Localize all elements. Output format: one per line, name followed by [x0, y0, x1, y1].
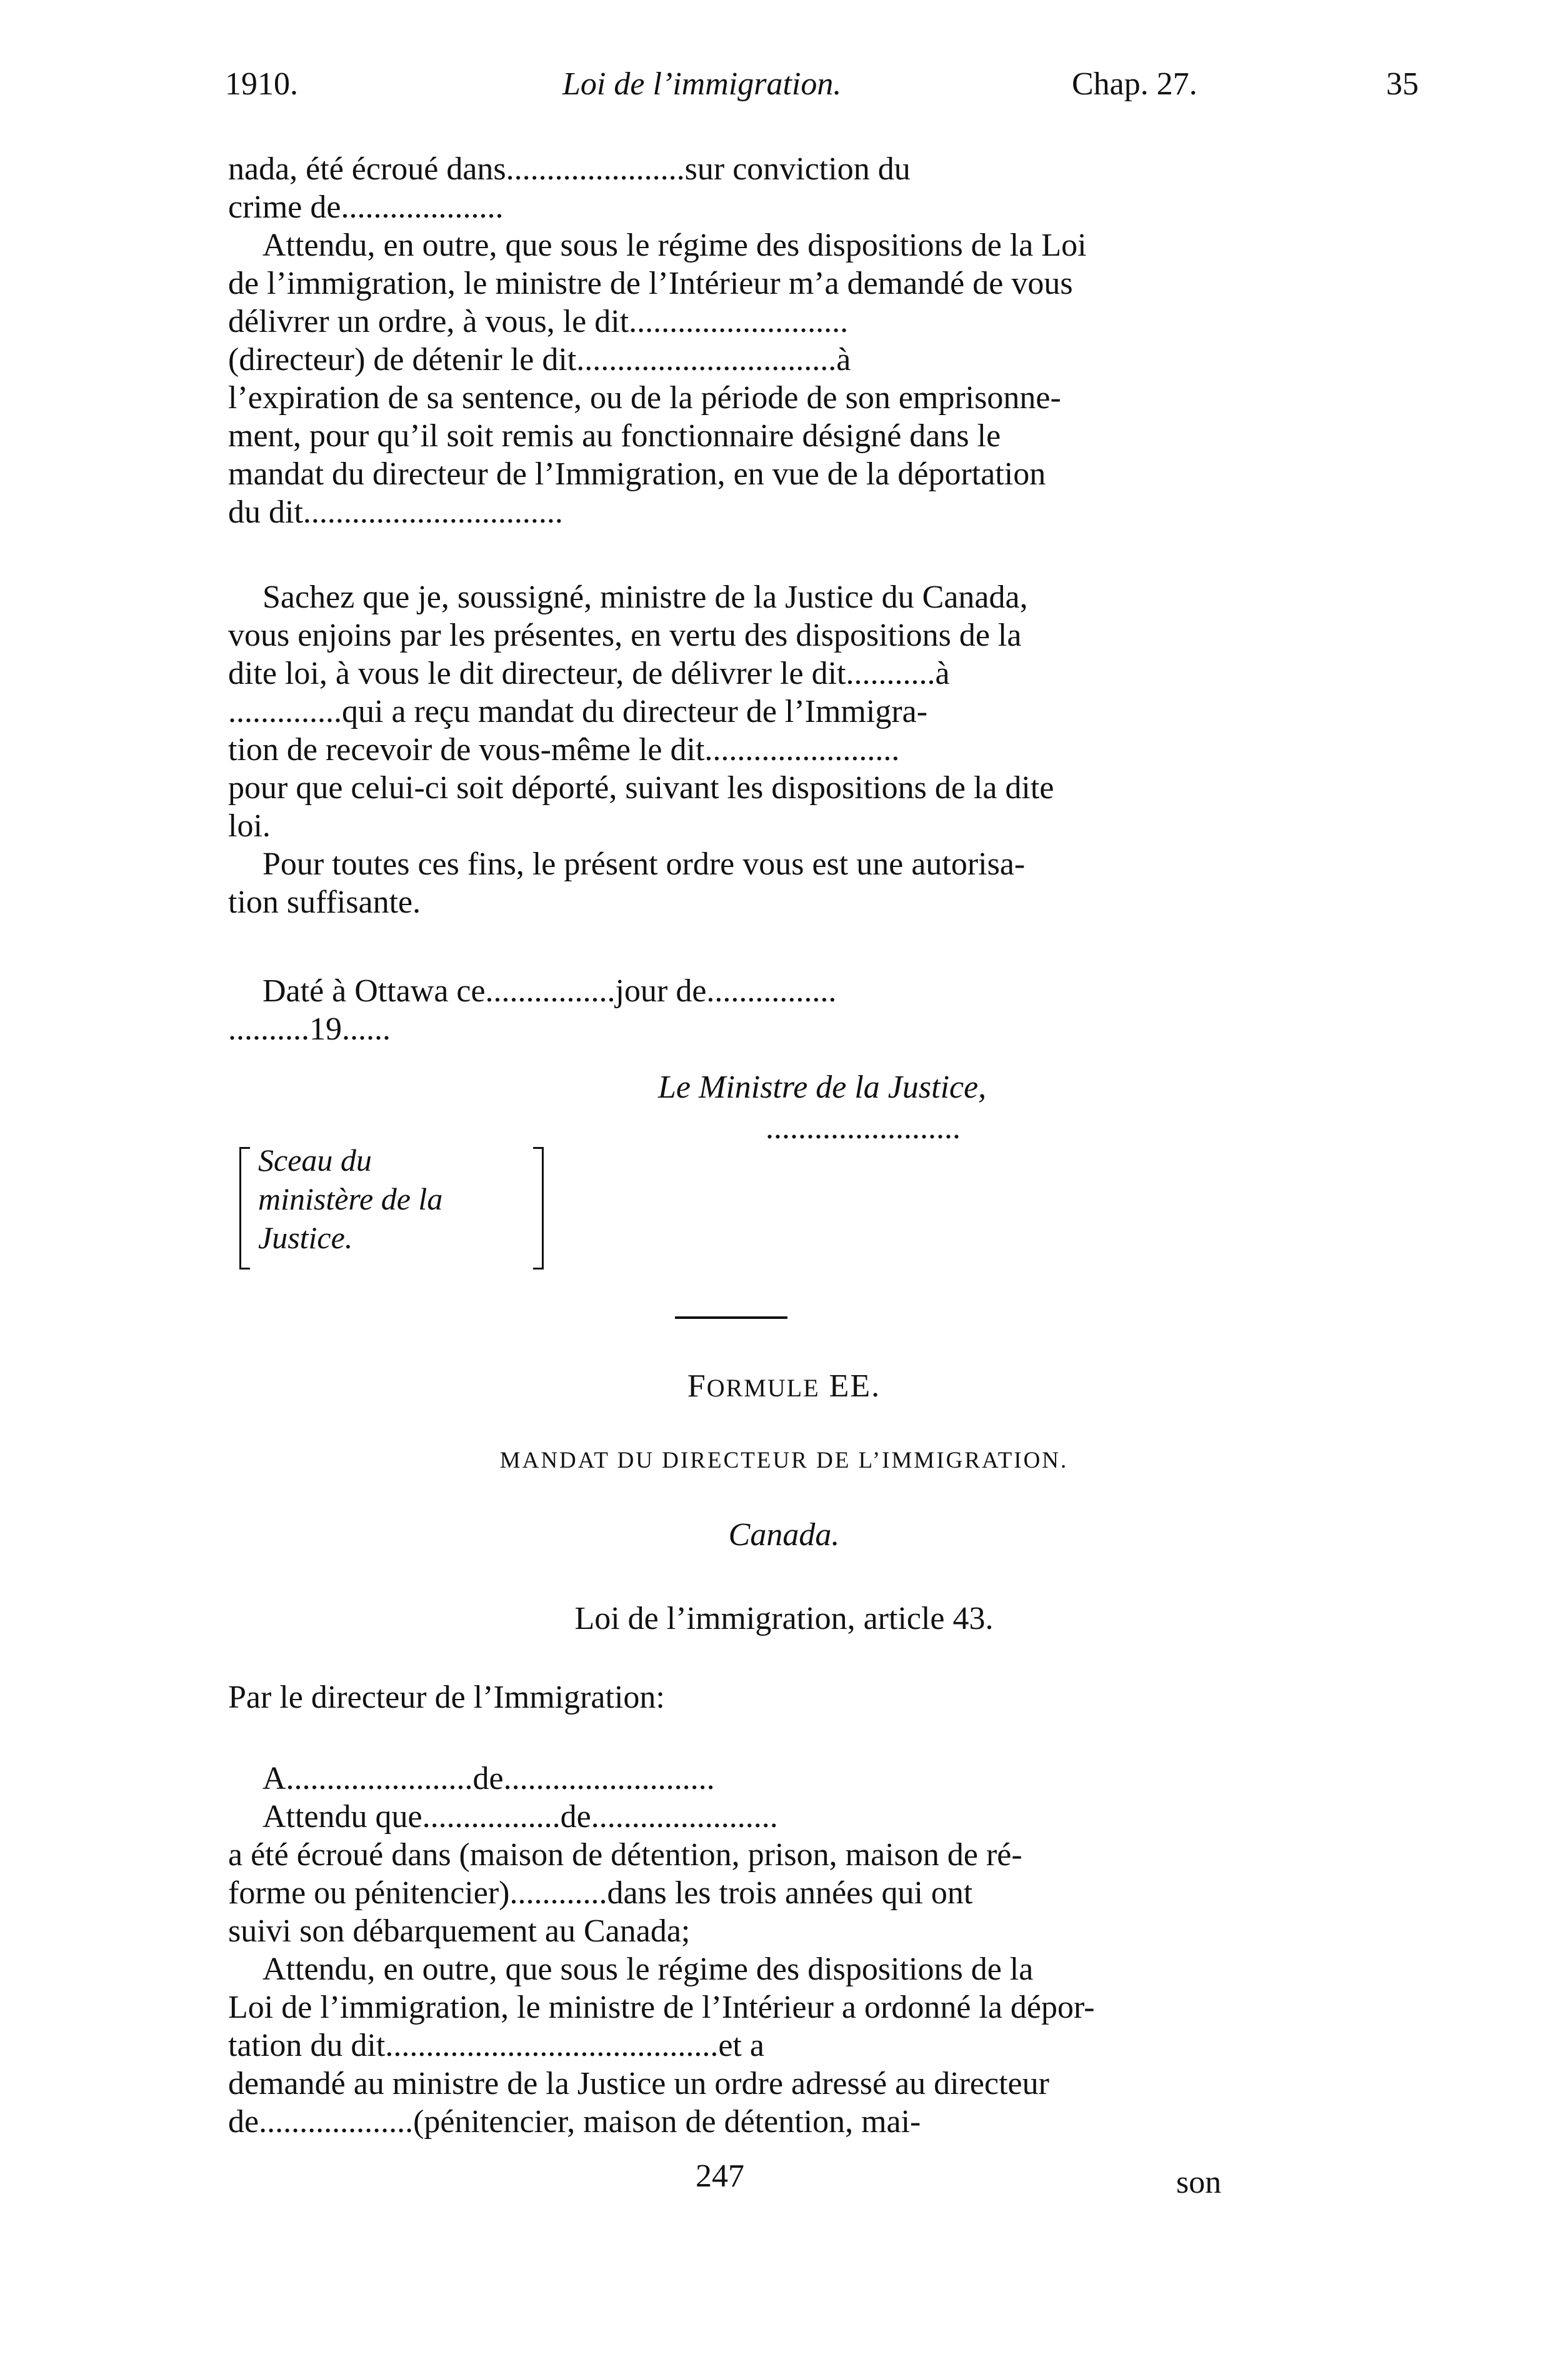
form-act-reference: Loi de l’immigration, article 43. — [574, 1601, 994, 1636]
text-line: Attendu, en outre, que sous le régime des dispositions de la — [262, 1951, 1034, 1987]
text-line: (directeur) de détenir le dit................................à — [228, 342, 851, 378]
text-line: tion de recevoir de vous-même le dit........................ — [228, 732, 900, 768]
text-line: Daté à Ottawa ce................jour de................ — [262, 973, 837, 1009]
header-year: 1910. — [225, 66, 298, 102]
form-heading-initial: F — [687, 1368, 707, 1404]
form-subheading: MANDAT DU DIRECTEUR DE L’IMMIGRATION. — [499, 1448, 1069, 1473]
left-brace — [239, 1147, 250, 1270]
signature-title: Le Ministre de la Justice, — [658, 1069, 987, 1105]
bottom-paragraph-block — [228, 1760, 1234, 2141]
header-page-number: 35 — [1386, 66, 1419, 102]
running-header — [225, 66, 1419, 116]
header-chapter: Chap. 27. — [1072, 66, 1197, 102]
right-brace — [533, 1147, 544, 1270]
text-line: demandé au ministre de la Justice un ordre adressé au directeur — [228, 2066, 1049, 2101]
text-line: l’expiration de sa sentence, ou de la période de son emprisonne- — [228, 380, 1061, 416]
seal-line: Sceau du — [258, 1143, 372, 1178]
section-divider — [675, 1316, 787, 1319]
footer-catchword: son — [1176, 2165, 1222, 2200]
seal-note — [239, 1141, 546, 1266]
text-line: du dit................................ — [228, 494, 563, 530]
text-line: Attendu, en outre, que sous le régime des dispositions de la Loi — [262, 228, 1087, 263]
text-line: loi. — [228, 808, 271, 844]
text-line: Loi de l’immigration, le ministre de l’Intérieur a ordonné la dépor- — [228, 1990, 1095, 2025]
text-line: ..............qui a reçu mandat du directeur de l’Immigra- — [228, 694, 928, 729]
text-line: délivrer un ordre, à vous, le dit........................... — [228, 304, 849, 339]
text-line: forme ou pénitencier)............dans les trois années qui ont — [228, 1875, 973, 1911]
middle-paragraph-block — [228, 578, 1234, 921]
text-line: ..........19...... — [228, 1011, 391, 1047]
text-line: tation du dit.........................................et a — [228, 2028, 764, 2063]
footer-page-number: 247 — [696, 2158, 744, 2194]
form-heading-word: ORMULE — [706, 1374, 820, 1402]
text-line: ment, pour qu’il soit remis au fonctionnaire désigné dans le — [228, 418, 1001, 454]
text-line: suivi son débarquement au Canada; — [228, 1913, 691, 1949]
text-line: mandat du directeur de l’Immigration, en vue de la déportation — [228, 456, 1046, 492]
text-line: vous enjoins par les présentes, en vertu des dispositions de la — [228, 618, 1022, 653]
text-line: nada, été écroué dans......................sur conviction du — [228, 151, 911, 187]
text-line: de l’immigration, le ministre de l’Intérieur m’a demandé de vous — [228, 266, 1073, 301]
text-line: Sachez que je, soussigné, ministre de la Justice du Canada, — [262, 579, 1028, 615]
form-heading-code: EE. — [829, 1368, 881, 1404]
form-country: Canada. — [728, 1517, 840, 1553]
date-block — [228, 972, 1234, 1048]
text-line: pour que celui-ci soit déporté, suivant les dispositions de la dite — [228, 770, 1054, 806]
text-line: de...................(pénitencier, maison de détention, mai- — [228, 2104, 921, 2140]
text-line: crime de.................... — [228, 189, 504, 225]
text-line: tion suffisante. — [228, 884, 421, 920]
text-line: Pour toutes ces fins, le présent ordre vous est une autorisa- — [262, 846, 1026, 882]
seal-line: Justice. — [258, 1220, 353, 1255]
top-paragraph-block — [228, 150, 1234, 531]
text-line: a été écroué dans (maison de détention, prison, maison de ré- — [228, 1837, 1022, 1873]
text-line: A.......................de.......................... — [262, 1761, 715, 1796]
text-line: dite loi, à vous le dit directeur, de délivrer le dit...........à — [228, 656, 950, 691]
form-heading — [0, 1368, 1568, 1405]
header-title: Loi de l’immigration. — [562, 66, 842, 102]
seal-line: ministère de la — [258, 1181, 443, 1216]
signature-line: ........................ — [766, 1110, 961, 1146]
text-line: Attendu que.................de....................... — [262, 1799, 778, 1835]
form-issuer-line: Par le directeur de l’Immigration: — [228, 1680, 665, 1715]
